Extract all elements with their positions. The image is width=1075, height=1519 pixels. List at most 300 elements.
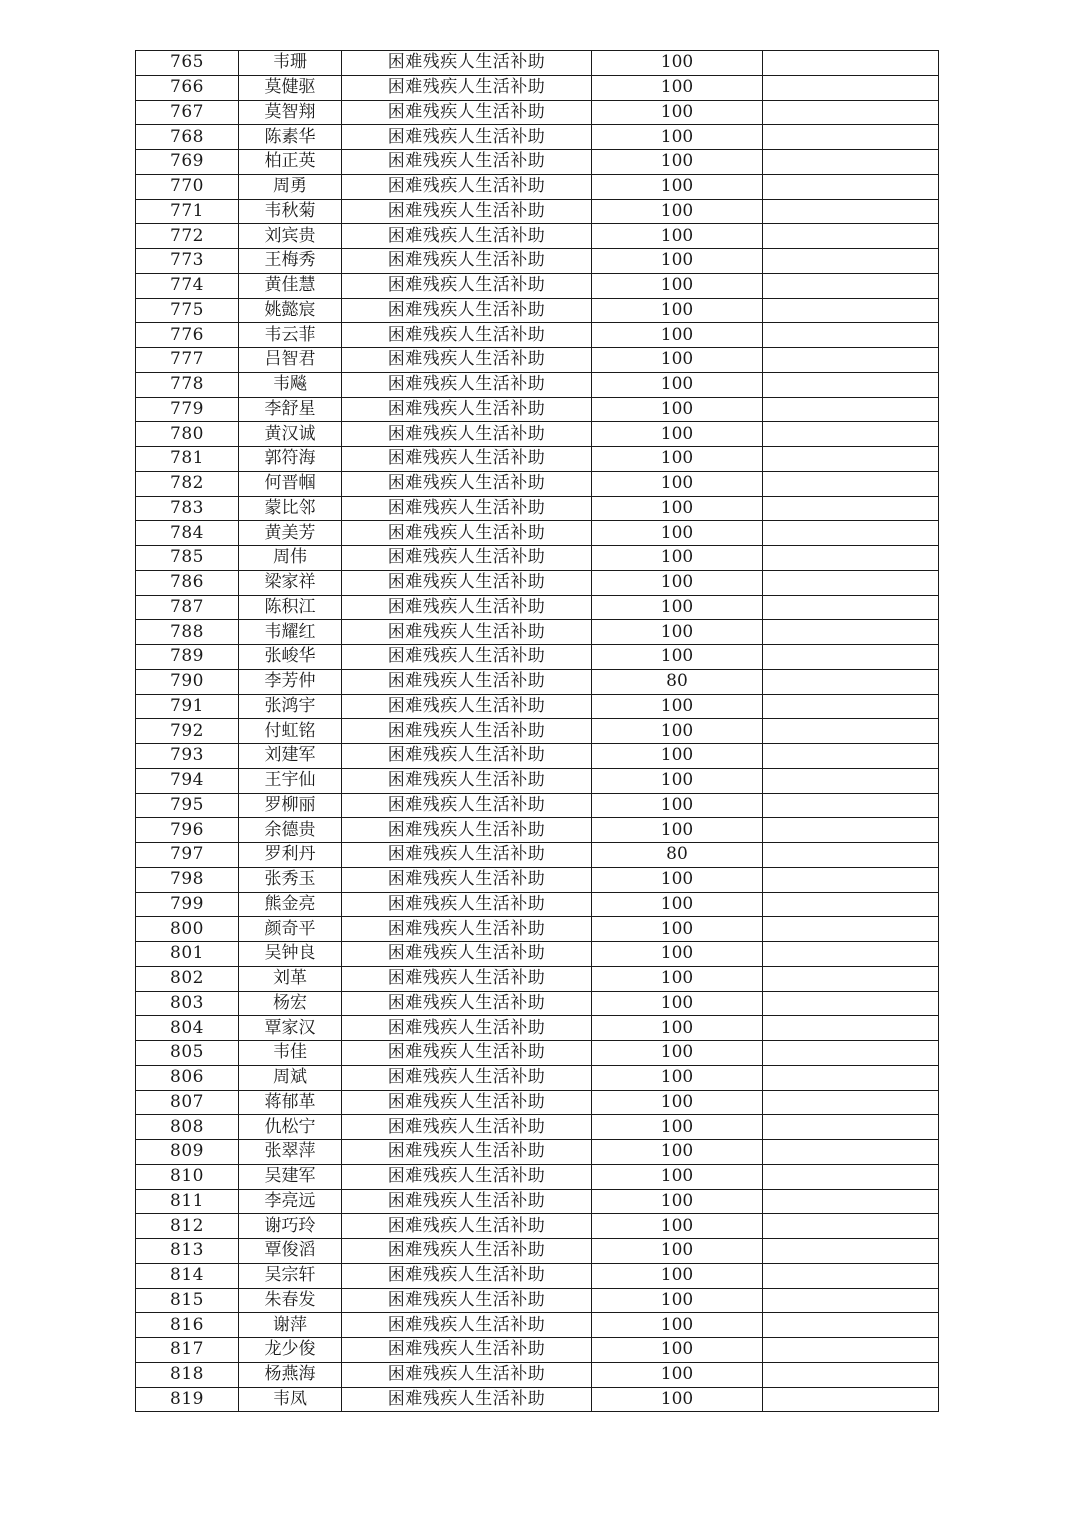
serial-number-cell: 788 xyxy=(136,620,239,645)
subsidy-type-cell: 困难残疾人生活补助 xyxy=(342,397,592,422)
table-row xyxy=(136,397,939,422)
amount-cell: 100 xyxy=(592,348,763,373)
table-row xyxy=(136,1164,939,1189)
table-row xyxy=(136,249,939,274)
name-cell: 何晋帼 xyxy=(239,471,342,496)
subsidy-type-cell: 困难残疾人生活补助 xyxy=(342,620,592,645)
amount-cell: 80 xyxy=(592,669,763,694)
name-cell: 韦飚 xyxy=(239,372,342,397)
name-cell: 韦云菲 xyxy=(239,323,342,348)
subsidy-type-cell: 困难残疾人生活补助 xyxy=(342,1115,592,1140)
remark-cell xyxy=(763,843,939,868)
amount-cell: 100 xyxy=(592,892,763,917)
name-cell: 韦耀红 xyxy=(239,620,342,645)
amount-cell: 100 xyxy=(592,1164,763,1189)
subsidy-type-cell: 困难残疾人生活补助 xyxy=(342,917,592,942)
subsidy-type-cell: 困难残疾人生活补助 xyxy=(342,1065,592,1090)
name-cell: 刘革 xyxy=(239,966,342,991)
amount-cell: 100 xyxy=(592,1016,763,1041)
serial-number-cell: 765 xyxy=(136,51,239,76)
amount-cell: 100 xyxy=(592,199,763,224)
subsidy-type-cell: 困难残疾人生活补助 xyxy=(342,422,592,447)
serial-number-cell: 796 xyxy=(136,818,239,843)
remark-cell xyxy=(763,744,939,769)
table-row xyxy=(136,75,939,100)
amount-cell: 100 xyxy=(592,744,763,769)
serial-number-cell: 800 xyxy=(136,917,239,942)
subsidy-type-cell: 困难残疾人生活补助 xyxy=(342,1362,592,1387)
remark-cell xyxy=(763,645,939,670)
remark-cell xyxy=(763,991,939,1016)
subsidy-type-cell: 困难残疾人生活补助 xyxy=(342,768,592,793)
amount-cell: 100 xyxy=(592,496,763,521)
amount-cell: 100 xyxy=(592,521,763,546)
remark-cell xyxy=(763,521,939,546)
name-cell: 姚懿宸 xyxy=(239,298,342,323)
amount-cell: 100 xyxy=(592,1387,763,1412)
remark-cell xyxy=(763,471,939,496)
amount-cell: 100 xyxy=(592,917,763,942)
amount-cell: 100 xyxy=(592,1041,763,1066)
table-row xyxy=(136,199,939,224)
subsidy-type-cell: 困难残疾人生活补助 xyxy=(342,372,592,397)
name-cell: 周勇 xyxy=(239,174,342,199)
subsidy-type-cell: 困难残疾人生活补助 xyxy=(342,1338,592,1363)
subsidy-type-cell: 困难残疾人生活补助 xyxy=(342,966,592,991)
subsidy-type-cell: 困难残疾人生活补助 xyxy=(342,867,592,892)
amount-cell: 100 xyxy=(592,51,763,76)
subsidy-type-cell: 困难残疾人生活补助 xyxy=(342,1189,592,1214)
remark-cell xyxy=(763,199,939,224)
table-row xyxy=(136,125,939,150)
name-cell: 郭符海 xyxy=(239,447,342,472)
name-cell: 朱春发 xyxy=(239,1288,342,1313)
subsidy-type-cell: 困难残疾人生活补助 xyxy=(342,669,592,694)
name-cell: 周伟 xyxy=(239,546,342,571)
serial-number-cell: 777 xyxy=(136,348,239,373)
amount-cell: 100 xyxy=(592,125,763,150)
name-cell: 张峻华 xyxy=(239,645,342,670)
remark-cell xyxy=(763,447,939,472)
amount-cell: 100 xyxy=(592,694,763,719)
serial-number-cell: 803 xyxy=(136,991,239,1016)
serial-number-cell: 814 xyxy=(136,1263,239,1288)
name-cell: 王宇仙 xyxy=(239,768,342,793)
amount-cell: 100 xyxy=(592,645,763,670)
table-row xyxy=(136,447,939,472)
table-row xyxy=(136,669,939,694)
table-row xyxy=(136,1362,939,1387)
remark-cell xyxy=(763,818,939,843)
amount-cell: 100 xyxy=(592,1140,763,1165)
remark-cell xyxy=(763,1362,939,1387)
name-cell: 韦秋菊 xyxy=(239,199,342,224)
serial-number-cell: 769 xyxy=(136,150,239,175)
table-row xyxy=(136,273,939,298)
name-cell: 张鸿宇 xyxy=(239,694,342,719)
amount-cell: 100 xyxy=(592,768,763,793)
subsidy-type-cell: 困难残疾人生活补助 xyxy=(342,546,592,571)
name-cell: 刘宾贵 xyxy=(239,224,342,249)
amount-cell: 100 xyxy=(592,174,763,199)
remark-cell xyxy=(763,273,939,298)
serial-number-cell: 801 xyxy=(136,942,239,967)
remark-cell xyxy=(763,892,939,917)
serial-number-cell: 786 xyxy=(136,570,239,595)
serial-number-cell: 818 xyxy=(136,1362,239,1387)
subsidy-type-cell: 困难残疾人生活补助 xyxy=(342,1140,592,1165)
subsidy-type-cell: 困难残疾人生活补助 xyxy=(342,1263,592,1288)
table-row xyxy=(136,1115,939,1140)
amount-cell: 100 xyxy=(592,719,763,744)
table-row xyxy=(136,818,939,843)
name-cell: 李芳仲 xyxy=(239,669,342,694)
name-cell: 李舒星 xyxy=(239,397,342,422)
name-cell: 张翠萍 xyxy=(239,1140,342,1165)
table-row xyxy=(136,496,939,521)
table-row xyxy=(136,867,939,892)
table-row xyxy=(136,595,939,620)
amount-cell: 100 xyxy=(592,471,763,496)
serial-number-cell: 789 xyxy=(136,645,239,670)
table-row xyxy=(136,768,939,793)
amount-cell: 100 xyxy=(592,991,763,1016)
table-row xyxy=(136,719,939,744)
serial-number-cell: 775 xyxy=(136,298,239,323)
table-row xyxy=(136,744,939,769)
table-row xyxy=(136,1338,939,1363)
subsidy-type-cell: 困难残疾人生活补助 xyxy=(342,694,592,719)
remark-cell xyxy=(763,942,939,967)
remark-cell xyxy=(763,719,939,744)
name-cell: 覃家汉 xyxy=(239,1016,342,1041)
amount-cell: 100 xyxy=(592,422,763,447)
name-cell: 余德贵 xyxy=(239,818,342,843)
remark-cell xyxy=(763,51,939,76)
amount-cell: 100 xyxy=(592,1214,763,1239)
serial-number-cell: 798 xyxy=(136,867,239,892)
subsidy-type-cell: 困难残疾人生活补助 xyxy=(342,595,592,620)
table-row xyxy=(136,645,939,670)
table-row xyxy=(136,100,939,125)
subsidy-type-cell: 困难残疾人生活补助 xyxy=(342,323,592,348)
amount-cell: 100 xyxy=(592,298,763,323)
serial-number-cell: 797 xyxy=(136,843,239,868)
name-cell: 王梅秀 xyxy=(239,249,342,274)
serial-number-cell: 794 xyxy=(136,768,239,793)
subsidy-type-cell: 困难残疾人生活补助 xyxy=(342,892,592,917)
name-cell: 吴宗轩 xyxy=(239,1263,342,1288)
table-row xyxy=(136,174,939,199)
serial-number-cell: 771 xyxy=(136,199,239,224)
serial-number-cell: 813 xyxy=(136,1239,239,1264)
subsidy-type-cell: 困难残疾人生活补助 xyxy=(342,1288,592,1313)
amount-cell: 100 xyxy=(592,1239,763,1264)
remark-cell xyxy=(763,1041,939,1066)
serial-number-cell: 781 xyxy=(136,447,239,472)
subsidy-type-cell: 困难残疾人生活补助 xyxy=(342,991,592,1016)
table-row xyxy=(136,323,939,348)
subsidy-type-cell: 困难残疾人生活补助 xyxy=(342,348,592,373)
serial-number-cell: 819 xyxy=(136,1387,239,1412)
amount-cell: 100 xyxy=(592,1338,763,1363)
remark-cell xyxy=(763,1090,939,1115)
subsidy-type-cell: 困难残疾人生活补助 xyxy=(342,942,592,967)
serial-number-cell: 799 xyxy=(136,892,239,917)
serial-number-cell: 795 xyxy=(136,793,239,818)
subsidy-type-cell: 困难残疾人生活补助 xyxy=(342,1016,592,1041)
remark-cell xyxy=(763,1263,939,1288)
serial-number-cell: 782 xyxy=(136,471,239,496)
amount-cell: 100 xyxy=(592,1288,763,1313)
remark-cell xyxy=(763,1016,939,1041)
table-row xyxy=(136,570,939,595)
serial-number-cell: 792 xyxy=(136,719,239,744)
remark-cell xyxy=(763,1140,939,1165)
remark-cell xyxy=(763,546,939,571)
table-row xyxy=(136,51,939,76)
table-row xyxy=(136,1065,939,1090)
serial-number-cell: 787 xyxy=(136,595,239,620)
serial-number-cell: 806 xyxy=(136,1065,239,1090)
serial-number-cell: 791 xyxy=(136,694,239,719)
table-row xyxy=(136,150,939,175)
subsidy-type-cell: 困难残疾人生活补助 xyxy=(342,1387,592,1412)
subsidy-type-cell: 困难残疾人生活补助 xyxy=(342,1313,592,1338)
remark-cell xyxy=(763,570,939,595)
remark-cell xyxy=(763,793,939,818)
serial-number-cell: 783 xyxy=(136,496,239,521)
subsidy-type-cell: 困难残疾人生活补助 xyxy=(342,298,592,323)
amount-cell: 100 xyxy=(592,942,763,967)
name-cell: 黄佳慧 xyxy=(239,273,342,298)
table-row xyxy=(136,1214,939,1239)
name-cell: 蒋郁革 xyxy=(239,1090,342,1115)
serial-number-cell: 778 xyxy=(136,372,239,397)
name-cell: 谢萍 xyxy=(239,1313,342,1338)
name-cell: 柏正英 xyxy=(239,150,342,175)
subsidy-type-cell: 困难残疾人生活补助 xyxy=(342,818,592,843)
serial-number-cell: 812 xyxy=(136,1214,239,1239)
serial-number-cell: 793 xyxy=(136,744,239,769)
amount-cell: 100 xyxy=(592,100,763,125)
name-cell: 刘建军 xyxy=(239,744,342,769)
name-cell: 仇松宁 xyxy=(239,1115,342,1140)
amount-cell: 100 xyxy=(592,1189,763,1214)
subsidy-type-cell: 困难残疾人生活补助 xyxy=(342,1239,592,1264)
name-cell: 李亮远 xyxy=(239,1189,342,1214)
remark-cell xyxy=(763,917,939,942)
serial-number-cell: 790 xyxy=(136,669,239,694)
table-row xyxy=(136,521,939,546)
remark-cell xyxy=(763,75,939,100)
remark-cell xyxy=(763,348,939,373)
subsidy-type-cell: 困难残疾人生活补助 xyxy=(342,1090,592,1115)
table-row xyxy=(136,1313,939,1338)
serial-number-cell: 766 xyxy=(136,75,239,100)
amount-cell: 100 xyxy=(592,1362,763,1387)
amount-cell: 100 xyxy=(592,595,763,620)
amount-cell: 100 xyxy=(592,620,763,645)
serial-number-cell: 808 xyxy=(136,1115,239,1140)
amount-cell: 100 xyxy=(592,372,763,397)
table-row xyxy=(136,422,939,447)
serial-number-cell: 780 xyxy=(136,422,239,447)
remark-cell xyxy=(763,1288,939,1313)
table-row xyxy=(136,917,939,942)
remark-cell xyxy=(763,1115,939,1140)
remark-cell xyxy=(763,372,939,397)
subsidy-type-cell: 困难残疾人生活补助 xyxy=(342,496,592,521)
remark-cell xyxy=(763,768,939,793)
serial-number-cell: 804 xyxy=(136,1016,239,1041)
subsidy-type-cell: 困难残疾人生活补助 xyxy=(342,744,592,769)
table-row xyxy=(136,1140,939,1165)
subsidy-type-cell: 困难残疾人生活补助 xyxy=(342,174,592,199)
serial-number-cell: 770 xyxy=(136,174,239,199)
table-row xyxy=(136,1239,939,1264)
name-cell: 莫健驱 xyxy=(239,75,342,100)
table-row xyxy=(136,1263,939,1288)
name-cell: 杨宏 xyxy=(239,991,342,1016)
table-row xyxy=(136,620,939,645)
remark-cell xyxy=(763,496,939,521)
remark-cell xyxy=(763,125,939,150)
table-row xyxy=(136,1288,939,1313)
remark-cell xyxy=(763,100,939,125)
remark-cell xyxy=(763,298,939,323)
serial-number-cell: 810 xyxy=(136,1164,239,1189)
remark-cell xyxy=(763,422,939,447)
serial-number-cell: 773 xyxy=(136,249,239,274)
subsidy-type-cell: 困难残疾人生活补助 xyxy=(342,100,592,125)
name-cell: 韦珊 xyxy=(239,51,342,76)
remark-cell xyxy=(763,694,939,719)
table-row xyxy=(136,694,939,719)
remark-cell xyxy=(763,1239,939,1264)
name-cell: 吕智君 xyxy=(239,348,342,373)
serial-number-cell: 767 xyxy=(136,100,239,125)
amount-cell: 100 xyxy=(592,447,763,472)
subsidy-type-cell: 困难残疾人生活补助 xyxy=(342,471,592,496)
name-cell: 韦佳 xyxy=(239,1041,342,1066)
name-cell: 陈积江 xyxy=(239,595,342,620)
name-cell: 韦凤 xyxy=(239,1387,342,1412)
remark-cell xyxy=(763,1313,939,1338)
table-row xyxy=(136,793,939,818)
serial-number-cell: 785 xyxy=(136,546,239,571)
table-row xyxy=(136,991,939,1016)
name-cell: 蒙比邻 xyxy=(239,496,342,521)
subsidy-type-cell: 困难残疾人生活补助 xyxy=(342,521,592,546)
amount-cell: 100 xyxy=(592,966,763,991)
amount-cell: 100 xyxy=(592,793,763,818)
subsidy-type-cell: 困难残疾人生活补助 xyxy=(342,843,592,868)
table-row xyxy=(136,1189,939,1214)
table-row xyxy=(136,348,939,373)
subsidy-type-cell: 困难残疾人生活补助 xyxy=(342,51,592,76)
remark-cell xyxy=(763,1214,939,1239)
name-cell: 龙少俊 xyxy=(239,1338,342,1363)
amount-cell: 100 xyxy=(592,867,763,892)
remark-cell xyxy=(763,1065,939,1090)
table-row xyxy=(136,471,939,496)
serial-number-cell: 817 xyxy=(136,1338,239,1363)
name-cell: 吴建军 xyxy=(239,1164,342,1189)
table-row xyxy=(136,942,939,967)
name-cell: 熊金亮 xyxy=(239,892,342,917)
name-cell: 黄汉诚 xyxy=(239,422,342,447)
subsidy-type-cell: 困难残疾人生活补助 xyxy=(342,150,592,175)
remark-cell xyxy=(763,249,939,274)
serial-number-cell: 774 xyxy=(136,273,239,298)
amount-cell: 100 xyxy=(592,273,763,298)
table-row xyxy=(136,1041,939,1066)
subsidy-type-cell: 困难残疾人生活补助 xyxy=(342,125,592,150)
subsidy-type-cell: 困难残疾人生活补助 xyxy=(342,1041,592,1066)
subsidy-type-cell: 困难残疾人生活补助 xyxy=(342,447,592,472)
amount-cell: 100 xyxy=(592,1263,763,1288)
amount-cell: 100 xyxy=(592,1065,763,1090)
serial-number-cell: 802 xyxy=(136,966,239,991)
remark-cell xyxy=(763,323,939,348)
table-row xyxy=(136,892,939,917)
remark-cell xyxy=(763,1387,939,1412)
serial-number-cell: 816 xyxy=(136,1313,239,1338)
table-row xyxy=(136,298,939,323)
serial-number-cell: 805 xyxy=(136,1041,239,1066)
amount-cell: 100 xyxy=(592,150,763,175)
remark-cell xyxy=(763,1189,939,1214)
serial-number-cell: 768 xyxy=(136,125,239,150)
remark-cell xyxy=(763,669,939,694)
table-row xyxy=(136,1387,939,1412)
table-row xyxy=(136,966,939,991)
name-cell: 罗柳丽 xyxy=(239,793,342,818)
amount-cell: 100 xyxy=(592,323,763,348)
subsidy-type-cell: 困难残疾人生活补助 xyxy=(342,199,592,224)
table-row xyxy=(136,546,939,571)
remark-cell xyxy=(763,595,939,620)
name-cell: 谢巧玲 xyxy=(239,1214,342,1239)
serial-number-cell: 809 xyxy=(136,1140,239,1165)
amount-cell: 100 xyxy=(592,570,763,595)
amount-cell: 100 xyxy=(592,75,763,100)
name-cell: 周斌 xyxy=(239,1065,342,1090)
remark-cell xyxy=(763,1338,939,1363)
table-row xyxy=(136,1016,939,1041)
name-cell: 莫智翔 xyxy=(239,100,342,125)
subsidy-type-cell: 困难残疾人生活补助 xyxy=(342,273,592,298)
name-cell: 吴钟良 xyxy=(239,942,342,967)
remark-cell xyxy=(763,867,939,892)
subsidy-type-cell: 困难残疾人生活补助 xyxy=(342,793,592,818)
table-row xyxy=(136,1090,939,1115)
table-row xyxy=(136,372,939,397)
name-cell: 张秀玉 xyxy=(239,867,342,892)
amount-cell: 100 xyxy=(592,818,763,843)
subsidy-table xyxy=(135,50,939,1412)
remark-cell xyxy=(763,1164,939,1189)
subsidy-table-body xyxy=(136,51,939,1412)
name-cell: 陈素华 xyxy=(239,125,342,150)
serial-number-cell: 779 xyxy=(136,397,239,422)
amount-cell: 80 xyxy=(592,843,763,868)
amount-cell: 100 xyxy=(592,397,763,422)
serial-number-cell: 807 xyxy=(136,1090,239,1115)
table-row xyxy=(136,843,939,868)
amount-cell: 100 xyxy=(592,1090,763,1115)
